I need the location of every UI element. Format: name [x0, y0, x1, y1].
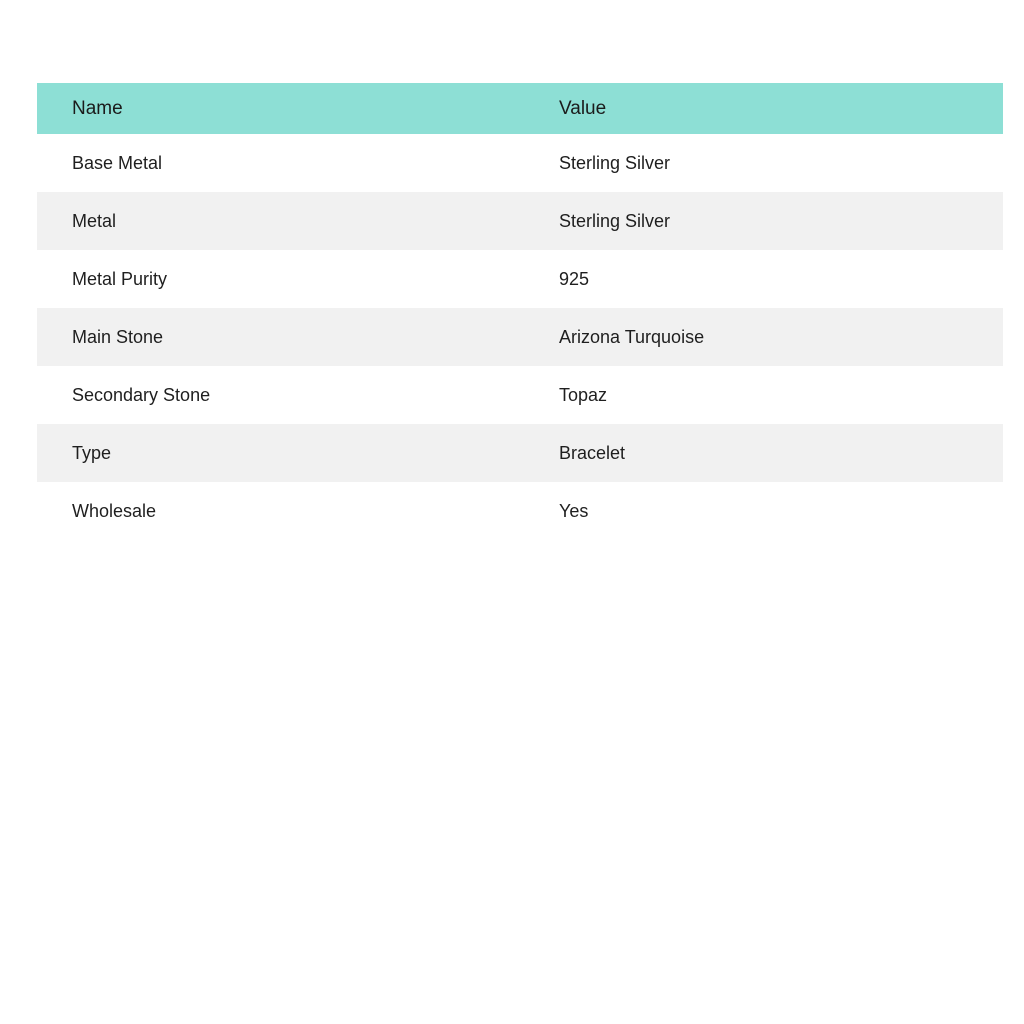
- table-row: [37, 192, 1003, 250]
- attributes-table: [37, 83, 1003, 540]
- table-body: [37, 134, 1003, 540]
- row-name-cell: Main Stone: [37, 308, 524, 366]
- row-name-cell: Secondary Stone: [37, 366, 524, 424]
- table-row: [37, 482, 1003, 540]
- table-row: [37, 424, 1003, 482]
- row-value-cell: Arizona Turquoise: [524, 308, 1003, 366]
- table-row: [37, 250, 1003, 308]
- table-row: [37, 308, 1003, 366]
- column-header-name: Name: [37, 83, 524, 134]
- row-value-cell: Sterling Silver: [524, 192, 1003, 250]
- row-name-cell: Metal: [37, 192, 524, 250]
- row-value-cell: Bracelet: [524, 424, 1003, 482]
- row-value-cell: 925: [524, 250, 1003, 308]
- table-row: [37, 134, 1003, 192]
- row-name-cell: Base Metal: [37, 134, 524, 192]
- column-header-value: Value: [524, 83, 1003, 134]
- table-header: [37, 83, 1003, 134]
- table-row: [37, 366, 1003, 424]
- row-name-cell: Wholesale: [37, 482, 524, 540]
- row-value-cell: Topaz: [524, 366, 1003, 424]
- row-value-cell: Yes: [524, 482, 1003, 540]
- row-name-cell: Type: [37, 424, 524, 482]
- row-name-cell: Metal Purity: [37, 250, 524, 308]
- table-header-row: [37, 83, 1003, 134]
- row-value-cell: Sterling Silver: [524, 134, 1003, 192]
